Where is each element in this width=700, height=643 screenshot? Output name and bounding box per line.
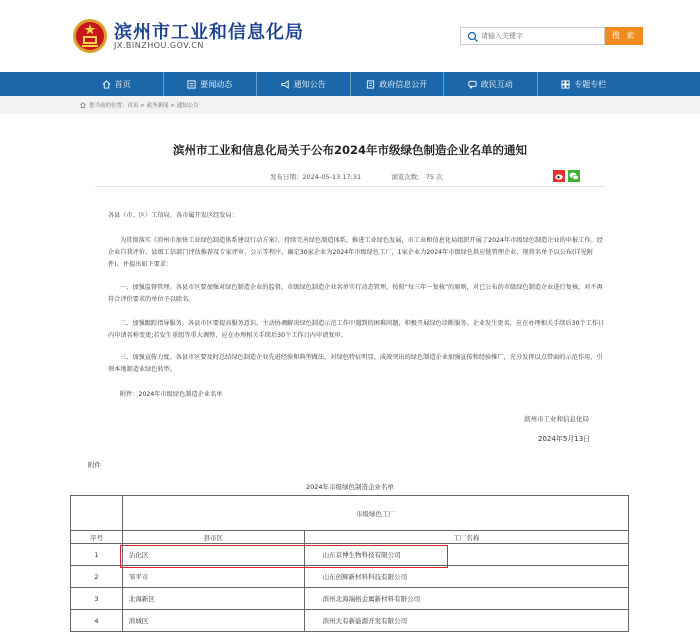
nav-item-label: 专题专栏	[574, 79, 607, 89]
breadcrumb	[80, 101, 199, 109]
site-title[interactable]: 滨州市工业和信息化局	[114, 22, 304, 43]
search-icon	[467, 31, 479, 43]
breadcrumb-text[interactable]: 您当前的位置：首页 > 政务新闻 > 通知公告	[89, 103, 199, 109]
info-icon	[366, 80, 375, 89]
column-header-county: 县市区	[122, 531, 304, 544]
table-row	[71, 610, 629, 632]
row-county: 北海新区	[122, 588, 304, 610]
row-county: 邹平市	[122, 566, 304, 588]
search-input[interactable]	[481, 29, 601, 43]
attachment-note: 附件：2024年市级绿色制造企业名单	[120, 391, 223, 398]
article-divider	[95, 186, 605, 187]
salutation: 各县（市、区）工信局，各市属开发区经发局：	[108, 212, 238, 219]
row-number: 2	[71, 566, 123, 588]
special-icon	[561, 80, 570, 89]
home-location-icon	[80, 102, 86, 108]
notice-icon	[281, 80, 290, 89]
chat-icon	[468, 80, 477, 89]
nav-item-notice[interactable]	[257, 72, 351, 96]
nav-item-label: 要闻动态	[200, 79, 233, 89]
paragraph-intro: 为贯彻落实《滨州市加快工业绿色制造体系建设行动方案》，持续完善绿色制造体系，推进工业绿色发展，市工业和信息化局组织开展了2024年市级绿色制造企业的申报工作。经企业自我评价、县级工信部门评估推荐及专家评审，公示等程序，确定30家企业为2024年市级绿色工厂，1家企业为2024年市级绿色供应链管理企业，现将名单予以公布(详见附件)。并提出如下要求：	[108, 237, 603, 268]
wechat-share-icon[interactable]	[568, 170, 580, 182]
news-icon	[187, 80, 196, 89]
nav-item-interaction[interactable]	[444, 72, 538, 96]
signature-org: 滨州市工业和信息化局	[524, 415, 589, 423]
column-header-factory: 工厂名称	[304, 531, 628, 544]
main-nav	[0, 72, 700, 96]
nav-item-info[interactable]	[351, 72, 445, 96]
article-title: 滨州市工业和信息化局关于公布2024年市级绿色制造企业名单的通知	[172, 143, 527, 157]
paragraph-publicity: 三、加强宣传力度。各县市区要及时总结绿色制造企业先进经验和典型做法，对绿色特征明显、成效突出的绿色制造企业加强宣传和经验推广，充分发挥以点带面的示范作用，引领本地制造业绿色转型。	[108, 354, 603, 373]
site-domain: JX.BINZHOU.GOV.CN	[114, 41, 204, 50]
table-title: 2024年市级绿色制造企业名单	[305, 483, 395, 491]
row-number: 3	[71, 588, 123, 610]
home-icon	[102, 80, 111, 89]
row-county: 沾化区	[122, 544, 304, 566]
nav-item-label: 通知公告	[293, 79, 326, 89]
column-header-no: 序号	[71, 531, 123, 544]
breadcrumb-bar	[0, 96, 700, 114]
signature-date: 2024年5月13日	[538, 435, 591, 443]
row-number: 4	[71, 610, 123, 632]
weibo-share-icon[interactable]	[553, 170, 565, 182]
highlight-box	[120, 545, 448, 568]
row-factory: 山东创辉新材料科技有限公司	[304, 566, 628, 588]
nav-item-label: 首页	[114, 79, 131, 89]
table-row	[71, 566, 629, 588]
row-factory: 滨州大有新能源开发有限公司	[304, 610, 628, 632]
site-header	[0, 0, 700, 72]
article-meta	[270, 172, 447, 181]
nav-item-label: 政民互动	[480, 79, 513, 89]
paragraph-supervision: 一、加强监督管理。各县市区要加强对绿色制造企业的监督，市级绿色制造企业名单实行动态管理，按照“每三年一复核”的原则，对已公布的市级绿色制造企业进行复核，对不再符合评价要求的单位予以除名。	[108, 284, 603, 303]
nav-item-home[interactable]	[70, 72, 164, 96]
search-box[interactable]	[460, 27, 605, 45]
row-factory: 滨州北海瑞格金属新材料有限公司	[304, 588, 628, 610]
search-button[interactable]: 搜 索	[605, 27, 643, 45]
share-buttons	[550, 170, 580, 182]
group-header: 市级绿色工厂	[122, 496, 628, 531]
view-count: 浏览次数： 75 次	[391, 173, 443, 181]
nav-item-news[interactable]	[164, 72, 258, 96]
row-number: 1	[71, 544, 123, 566]
row-factory: 山东京博生物科技有限公司	[304, 544, 628, 566]
row-county: 滨城区	[122, 610, 304, 632]
nav-item-special[interactable]	[538, 72, 631, 96]
national-emblem-icon	[72, 18, 108, 54]
table-row	[71, 588, 629, 610]
attachment-label: 附件	[88, 461, 101, 469]
publish-date: 发布日期：2024-05-13 17:31	[270, 173, 362, 181]
paragraph-guidance: 二、加强跟踪指导服务。各县市区要提高服务意识，主动协调解决绿色制造示范工作中遇到的困难问题，积极开展绿色诊断服务。企业发生更名，应在办理相关手续后30个工作日内申请名称变更;若发生重组等重大调整，应在办理相关手续后30个工作日内申请复审。	[108, 320, 605, 339]
nav-item-label: 政府信息公开	[379, 79, 428, 89]
